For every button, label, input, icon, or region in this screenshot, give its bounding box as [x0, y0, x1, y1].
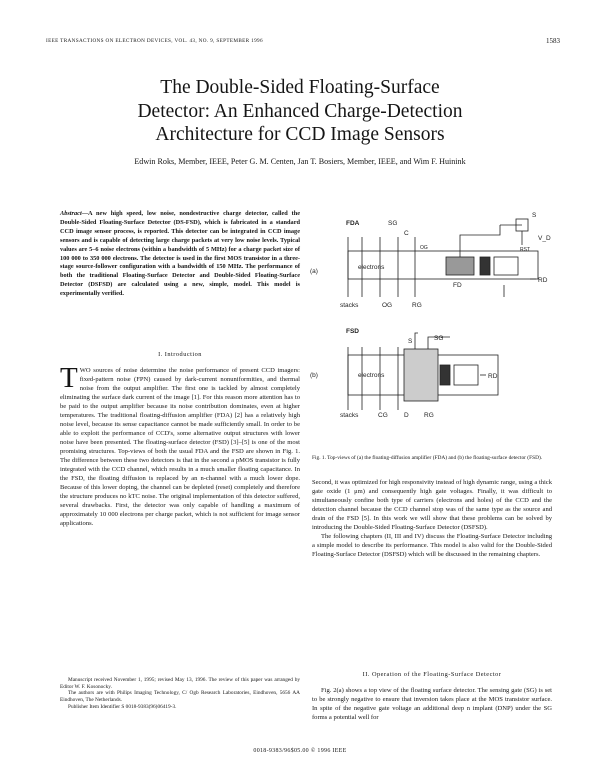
panel-b	[310, 328, 498, 419]
og-label: OG	[420, 245, 428, 251]
introduction-body	[60, 362, 300, 528]
reset-drain	[494, 257, 518, 275]
sg-label: SG	[434, 335, 444, 342]
figure-caption: Fig. 1. Top-views of (a) the floating-diffusion amplifier (FDA) and (b) the floating-surface detector (FSD).	[312, 455, 543, 461]
author-list: Edwin Roks, Member, IEEE, Peter G. M. Centen, Jan T. Bosiers, Member, IEEE, and Wim F. Huinink	[134, 157, 466, 166]
title-line: The Double-Sided Floating-Surface	[160, 77, 440, 98]
panel-a	[310, 212, 551, 309]
footnote-line: Manuscript received November 1, 1995; revised May 13, 1996. The review of this paper was arranged by Editor W. F. Kosonocky.	[60, 677, 300, 690]
d-label: D	[404, 412, 409, 419]
sense-wire	[460, 225, 522, 257]
electrons-label: electrons	[358, 372, 385, 379]
reset-drain	[454, 365, 478, 385]
paragraph: The following chapters (II, III and IV) discuss the Floating-Surface Detector including a simple model to describe its performance. This model is also valid for the Double-Sided Floating-Surface Detector (DSFSD) which will be discussed in the remaining chapters.	[312, 533, 552, 559]
stacks-label: stacks	[340, 302, 359, 309]
electrons-label: electrons	[358, 264, 385, 271]
rd-label: RD	[538, 277, 548, 284]
abstract	[60, 210, 300, 299]
rd-label: RD	[488, 373, 498, 380]
rst-label: RST	[520, 247, 530, 253]
section-2-body	[312, 686, 552, 722]
fda-label: FDA	[346, 220, 360, 227]
section-heading-operation: II. Operation of the Floating-Surface Detector	[362, 671, 502, 678]
drop-cap: T	[60, 362, 78, 394]
paragraph-text: WO sources of noise determine the noise performance of present CCD imagers: fixed-pattern noise (FPN) caused by dark-current nonuniformities, and thermal noise from the output amplifier. The first one is tackled by almost completely eliminating the surface dark current of the image [1]. For this reason more attention has to be paid to the output amplifier because its noise contribution dominates, even at higher temperatures. The traditional floating-diffusion amplifier (FDA) [2] has a relatively high noise level, because its sense capacitance cannot be made sufficiently small. In order to be able to exploit the performance of CCD's, some alternative output structures with lower noise have been presented. The floating-surface detector (FSD) [3]–[5] is one of the most promising structures. Top-views of both the usual FDA and the FSD are shown in Fig. 1. The difference between these two detectors is that in the second a pMOS transistor is fully integrated with the CCD channel, which results in a much smaller floating capacitance. In the FSD, the floating diffusion is replaced by an n-channel with a much lower dope. Because of this lower doping, the channel can be depleted (reset) completely and therefore the structure produces no kTC noise. The original implementation of this detector suffered, several drawbacks. First, the detector was only capable of handling a maximum of approximately 10 000 electrons per charge packet, which is not sufficient for image sensor applications.	[60, 367, 300, 528]
fsd-label: FSD	[346, 328, 359, 335]
section-heading-introduction: I. Introduction	[158, 351, 202, 358]
sg-label: SG	[388, 220, 398, 227]
vd-label: V_D	[538, 235, 551, 242]
c-label: C	[404, 230, 409, 237]
panel-a-label: (a)	[310, 268, 318, 275]
running-header	[46, 38, 560, 50]
rg-label: RG	[412, 302, 422, 309]
s-label: S	[532, 212, 537, 219]
paragraph: Fig. 2(a) shows a top view of the floating surface detector. The sensing gate (SG) is set to be strongly negative to ensure that inversion takes place at the MOS transistor surface. In spite of the negative gate voltage an additional deep n implant (DNP) under the SG forms a potential well for	[312, 687, 552, 722]
footnote-line: The authors are with Philips Imaging Technology, C/ Ogb Research Laboratories, Eindhoven, 5656 AA Eindhoven, The Netherlands.	[60, 690, 300, 704]
sensing-gate	[404, 349, 438, 401]
cg-label: CG	[378, 412, 388, 419]
page-number: 1583	[546, 37, 560, 45]
paragraph	[60, 362, 300, 528]
right-column-body	[312, 478, 552, 559]
panel-b-label: (b)	[310, 372, 318, 379]
og-bottom-label: OG	[382, 302, 393, 309]
paragraph: Second, it was optimized for high responsivity instead of high dynamic range, using a thick gate oxide (1 μm) and consequently high gate voltages. Finally, it was difficult to simultaneously confine both type of carriers (electrons and holes) of the CCD and the detection channel because the CCD channel stop was of the same type as the source and drain of the FSD [5]. In this work we will show that these problems can be solved by introducing the Double-Sided Floating-Surface Detector (DSFSD).	[312, 479, 552, 532]
paper-title	[40, 76, 560, 147]
title-line: Detector: An Enhanced Charge-Detection	[137, 100, 463, 122]
title-line: Architecture for CCD Image Sensors	[155, 124, 445, 145]
reset-gate	[480, 257, 490, 275]
footnote-line: Publisher Item Identifier S 0018-9383(96)06419-3.	[68, 703, 177, 710]
rg-label: RG	[424, 412, 434, 419]
running-head: IEEE TRANSACTIONS ON ELECTRON DEVICES, VOL. 43, NO. 9, SEPTEMBER 1996	[46, 38, 263, 44]
fd-label: FD	[453, 282, 462, 289]
reset-gate	[440, 365, 450, 385]
sense-wire	[415, 333, 450, 349]
figure-1	[300, 205, 560, 455]
stacks-label: stacks	[340, 412, 359, 419]
floating-diffusion	[446, 257, 474, 275]
page-footer: 0018-9383/96$05.00 © 1996 IEEE	[253, 748, 347, 754]
abstract-label: Abstract—	[60, 210, 88, 217]
abstract-text: A new high speed, low noise, nondestructive charge detector, called the Double-Sided Floating-Surface Detector (DS-FSD), which is fabricated in a standard CCD image sensor process, is reported. This detector can be integrated in CCD image sensors and is capable of detecting large charge packets at very low noise levels. Typical values are 5–6 noise electrons (within a bandwidth of 5 MHz) for a charge packet size of 100 000 to 350 000 electrons. The detector is used in the first MOS transistor in a three-stage source-follower configuration with a bandwidth of 150 MHz. The performance of both the traditional Floating-Surface Detector and Double-Sided Floating-Surface Detector (DSFSD) are calculated using a new, simple, model. This model is experimentally verified.	[60, 210, 300, 298]
footnote	[60, 677, 300, 711]
s-label: S	[408, 338, 413, 345]
